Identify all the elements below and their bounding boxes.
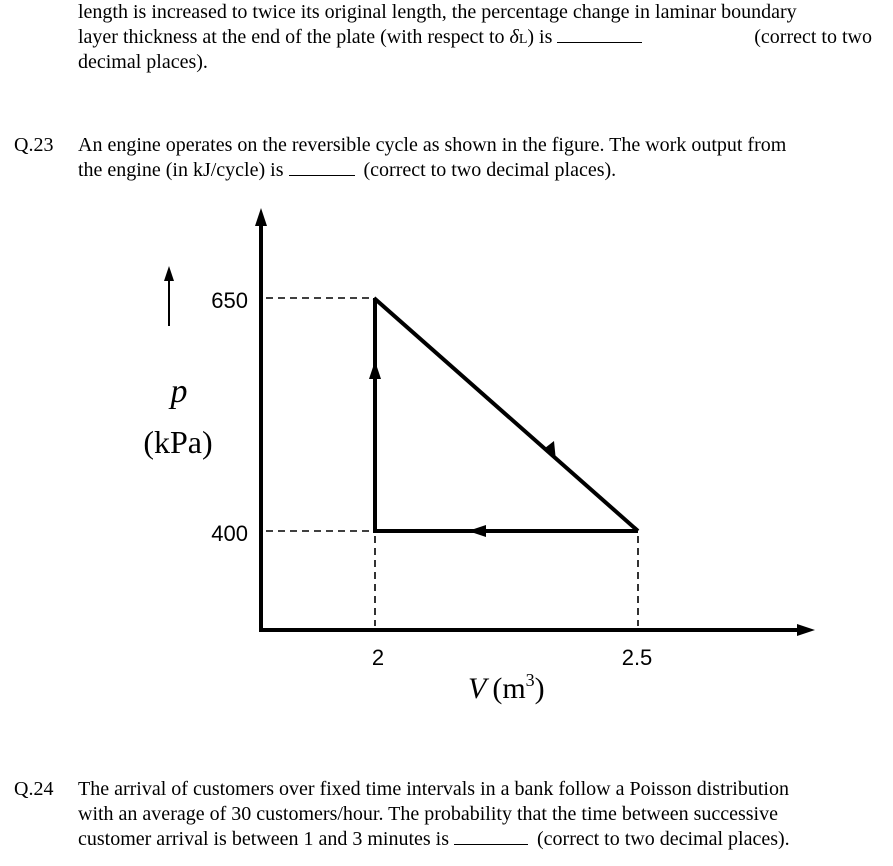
- x-axis-arrowhead: [797, 624, 815, 636]
- answer-blank: [454, 828, 528, 845]
- delta-l-symbol: δL: [509, 26, 528, 48]
- question-24-line3-note: (correct to two decimal places).: [537, 828, 790, 850]
- cycle-path: [369, 298, 638, 537]
- arrow-up-icon: [369, 361, 381, 379]
- up-arrow-icon: [164, 266, 174, 281]
- question-24-line3: [78, 827, 790, 853]
- y-label-arrow: [164, 266, 174, 326]
- prev-question-line2-note: (correct to two: [754, 26, 872, 48]
- y-tick-650: 650: [211, 288, 248, 313]
- prev-question-line1: length is increased to twice its original length, the percentage change in laminar boundary: [78, 1, 797, 23]
- x-label-exp: 3: [525, 670, 535, 690]
- y-label-unit: (kPa): [143, 424, 213, 460]
- prev-question-line2-text: layer thickness at the end of the plate (with respect to: [78, 26, 505, 48]
- y-label-symbol: p: [170, 373, 188, 410]
- question-23-line2-text: the engine (in kJ/cycle) is: [78, 159, 284, 181]
- x-tick-25: 2.5: [621, 645, 653, 670]
- guide-lines: [266, 298, 638, 626]
- x-tick-2: 2: [371, 645, 385, 670]
- prev-question-line3: decimal places).: [78, 51, 208, 73]
- question-24-line2: with an average of 30 customers/hour. The probability that the time between successive: [78, 803, 778, 825]
- y-axis-arrowhead: [255, 208, 267, 226]
- process-expansion: [374, 298, 638, 531]
- question-23-line2-note: (correct to two decimal places).: [363, 159, 617, 181]
- question-24-line3-text: customer arrival is between 1 and 3 minutes is: [78, 828, 450, 850]
- x-axis-label: [468, 670, 545, 705]
- axes: [255, 208, 815, 636]
- x-label-symbol: V: [468, 672, 487, 705]
- question-number-23: Q.23: [14, 134, 54, 156]
- prev-question-line2-is: ) is: [527, 26, 553, 48]
- arrow-left-icon: [468, 525, 486, 537]
- question-number-24: Q.24: [14, 778, 54, 800]
- y-tick-400: 400: [211, 521, 248, 546]
- x-label-close: ): [534, 672, 545, 705]
- question-24-line1: The arrival of customers over fixed time intervals in a bank follow a Poisson distribution: [78, 778, 789, 800]
- question-23-line1: An engine operates on the reversible cycle as shown in the figure. The work output from: [78, 134, 787, 156]
- x-label-unit: (m: [492, 672, 526, 705]
